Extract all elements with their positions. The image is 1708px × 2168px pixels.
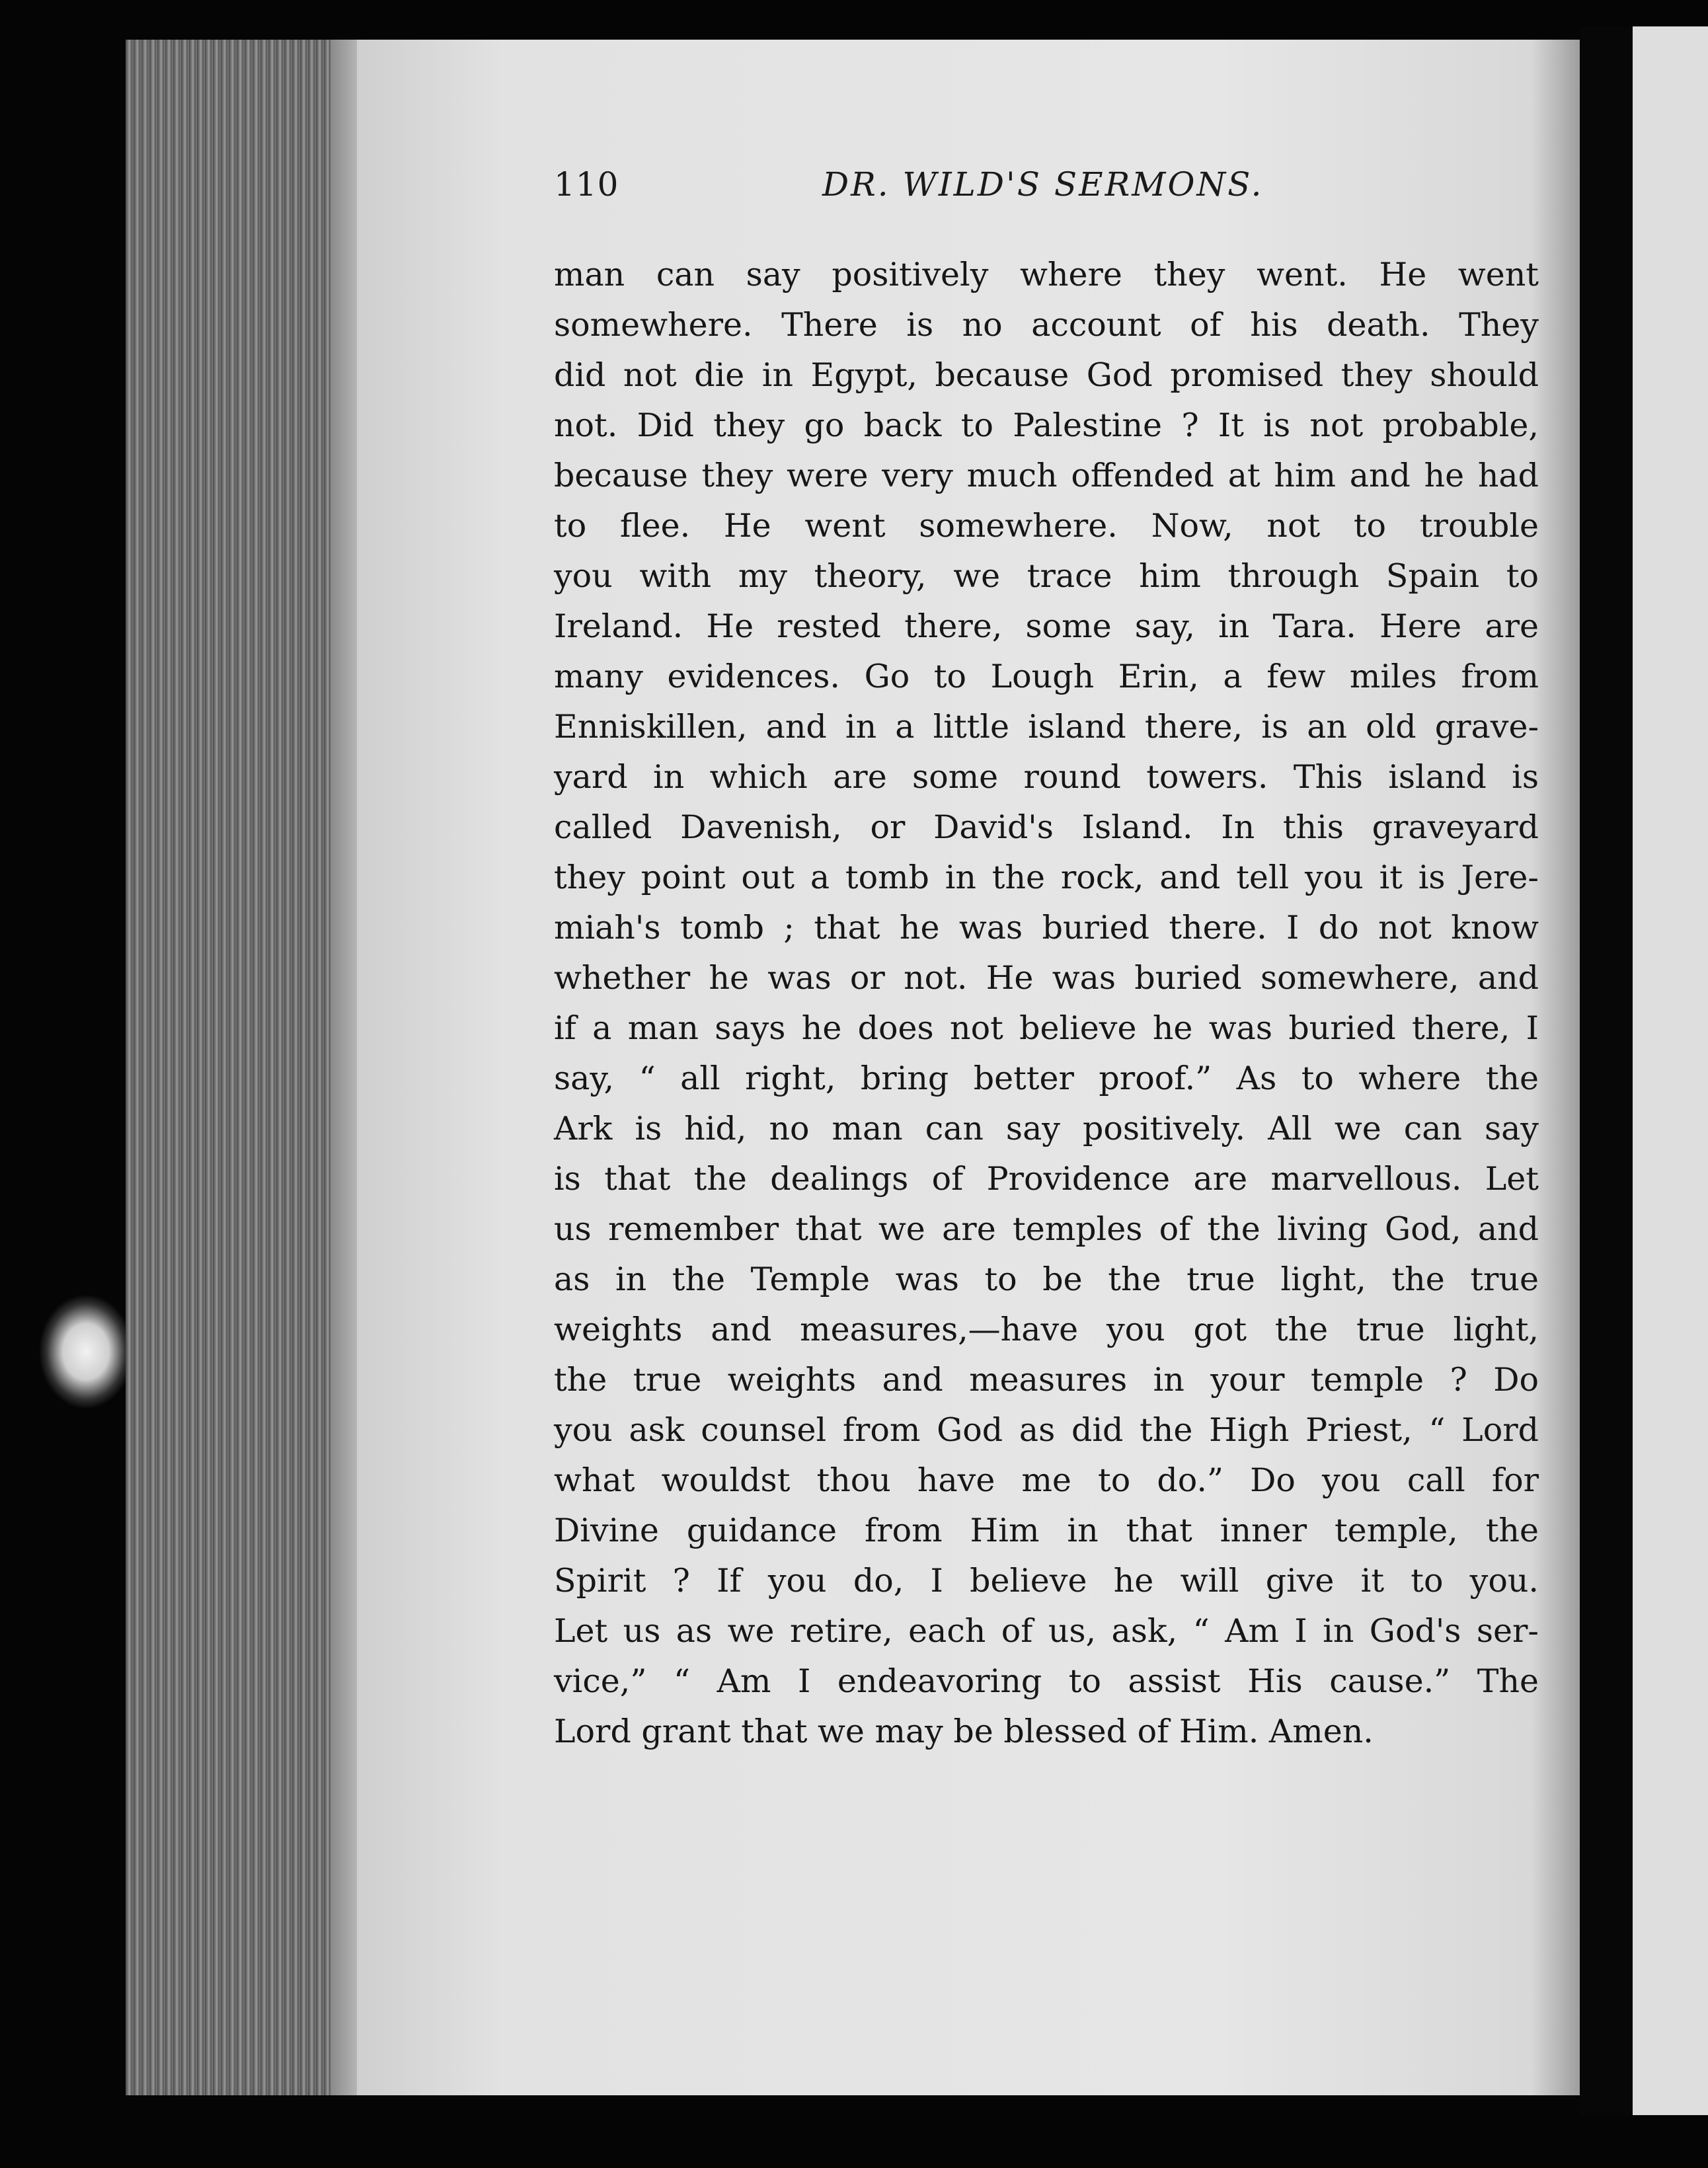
text-line: as in the Temple was to be the true light, the true <box>554 1260 1539 1298</box>
facing-page <box>1633 26 1708 2115</box>
text-line: say, “ all right, bring better proof.” As to where the <box>554 1060 1539 1097</box>
sermon-text <box>554 250 1539 1757</box>
page-number: 110 <box>554 165 619 204</box>
text-line: somewhere. There is no account of his death. They <box>554 306 1539 344</box>
text-line: called Davenish, or David's Island. In this graveyard <box>554 808 1539 846</box>
text-line: us remember that we are temples of the living God, and <box>554 1210 1539 1248</box>
text-line: man can say positively where they went. He went <box>554 256 1539 293</box>
facing-page-shadow <box>1580 26 1633 2115</box>
text-line: weights and measures,—have you got the true light, <box>554 1311 1539 1348</box>
text-line: Lord grant that we may be blessed of Him. Amen. <box>554 1713 1374 1750</box>
text-line: did not die in Egypt, because God promised they should <box>554 356 1539 394</box>
text-line: you ask counsel from God as did the High Priest, “ Lord <box>554 1411 1539 1449</box>
text-line: because they were very much offended at him and he had <box>554 457 1539 494</box>
text-line: what wouldst thou have me to do.” Do you call for <box>554 1461 1539 1499</box>
page-stain <box>40 1296 132 1408</box>
text-line: Let us as we retire, each of us, ask, “ Am I in God's ser- <box>554 1612 1539 1650</box>
page-header <box>554 165 1493 218</box>
text-line: Ireland. He rested there, some say, in Tara. Here are <box>554 607 1539 645</box>
text-line: Enniskillen, and in a little island there, is an old grave- <box>554 708 1539 746</box>
text-line: you with my theory, we trace him through Spain to <box>554 557 1539 595</box>
text-line: many evidences. Go to Lough Erin, a few miles from <box>554 658 1539 695</box>
text-line: if a man says he does not believe he was buried there, I <box>554 1009 1539 1047</box>
text-line: to flee. He went somewhere. Now, not to trouble <box>554 507 1539 545</box>
text-line: whether he was or not. He was buried somewhere, and <box>554 959 1539 997</box>
running-head: DR. WILD'S SERMONS. <box>822 165 1264 204</box>
text-line: vice,” “ Am I endeavoring to assist His cause.” The <box>554 1662 1539 1700</box>
book-page-edges <box>126 40 340 2095</box>
text-line: Spirit ? If you do, I believe he will give it to you. <box>554 1562 1539 1600</box>
text-line: Divine guidance from Him in that inner temple, the <box>554 1512 1539 1549</box>
text-line: yard in which are some round towers. This island is <box>554 758 1539 796</box>
text-line: miah's tomb ; that he was buried there. I do not know <box>554 909 1539 947</box>
text-line: is that the dealings of Providence are marvellous. Let <box>554 1160 1539 1198</box>
text-line: they point out a tomb in the rock, and tell you it is Jere- <box>554 859 1539 896</box>
text-line: the true weights and measures in your temple ? Do <box>554 1361 1539 1399</box>
text-line: not. Did they go back to Palestine ? It is not probable, <box>554 406 1539 444</box>
text-line: Ark is hid, no man can say positively. All we can say <box>554 1110 1539 1147</box>
